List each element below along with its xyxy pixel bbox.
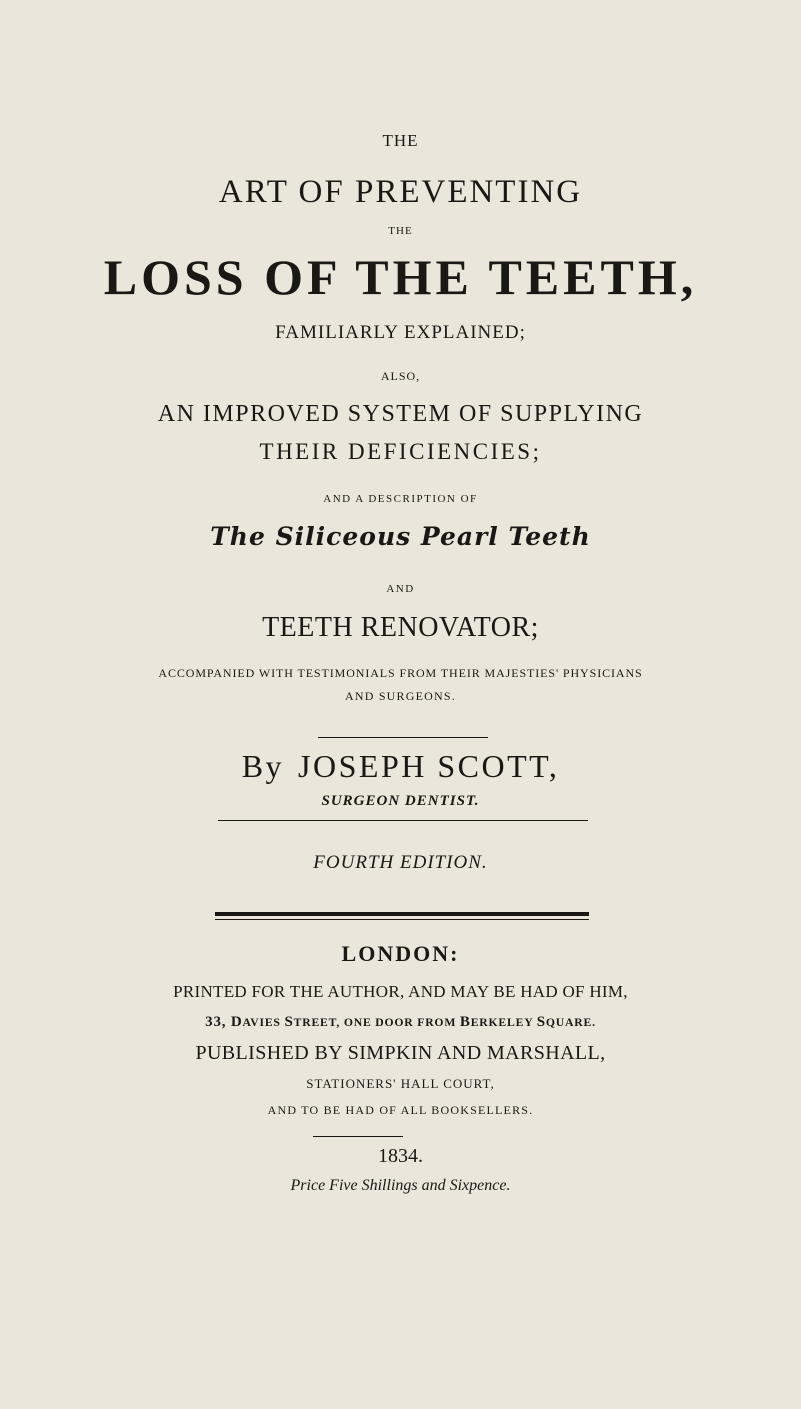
imprint-published-by: PUBLISHED BY SIMPKIN AND MARSHALL, — [195, 1042, 606, 1064]
divider-below-author — [218, 820, 588, 821]
subtitle-siliceous-pearl-teeth: The Siliceous Pearl Teeth — [210, 522, 591, 551]
double-rule-bottom — [215, 919, 589, 920]
address-number: 33, — [205, 1014, 227, 1030]
imprint-price: Price Five Shillings and Sixpence. — [290, 1177, 511, 1194]
address-s: S — [284, 1014, 294, 1030]
subtitle-and-surgeons: AND SURGEONS. — [345, 689, 456, 703]
address-b: B — [459, 1014, 471, 1030]
subtitle-familiarly-explained: FAMILIARLY EXPLAINED; — [275, 322, 526, 343]
edition: FOURTH EDITION. — [313, 852, 488, 873]
subtitle-teeth-renovator: TEETH RENOVATOR; — [262, 612, 539, 643]
imprint-booksellers: AND TO BE HAD OF ALL BOOKSELLERS. — [267, 1103, 534, 1117]
title-the-1: THE — [382, 131, 419, 150]
author-name: JOSEPH SCOTT, — [298, 748, 560, 784]
subtitle-their-deficiencies: THEIR DEFICIENCIES; — [259, 439, 542, 464]
address-s2: S — [536, 1014, 546, 1030]
author-line — [0, 750, 801, 782]
imprint-year: 1834. — [378, 1145, 423, 1167]
subtitle-and-a-description-of: AND A DESCRIPTION OF — [323, 493, 478, 505]
title-the-2: THE — [388, 225, 413, 237]
subtitle-and: AND — [386, 583, 415, 595]
author-title: SURGEON DENTIST. — [321, 793, 480, 809]
imprint-stationers: STATIONERS' HALL COURT, — [306, 1076, 495, 1091]
address-erkeley: ERKELEY — [470, 1016, 537, 1029]
divider-above-author — [318, 737, 488, 738]
subtitle-also: ALSO, — [380, 369, 421, 383]
address-treet: TREET, ONE DOOR FROM — [293, 1016, 460, 1029]
subtitle-accompanied-with-testimonials: ACCOMPANIED WITH TESTIMONIALS FROM THEIR MAJESTIES' PHYSICIANS — [158, 666, 643, 680]
imprint-printed-for: PRINTED FOR THE AUTHOR, AND MAY BE HAD OF HIM, — [173, 982, 628, 1001]
address-quare: QUARE. — [545, 1016, 596, 1029]
title-art-of-preventing: ART OF PREVENTING — [218, 174, 583, 210]
double-rule-top — [215, 912, 589, 916]
divider-above-year — [313, 1136, 403, 1137]
imprint-city: LONDON: — [341, 941, 460, 966]
imprint-address — [0, 1015, 801, 1030]
address-d: D — [230, 1014, 243, 1030]
title-loss-of-the-teeth: LOSS OF THE TEETH, — [103, 249, 698, 305]
subtitle-improved-system: AN IMPROVED SYSTEM OF SUPPLYING — [157, 401, 644, 427]
author-by: By — [241, 748, 285, 784]
address-avies: AVIES — [242, 1016, 285, 1029]
